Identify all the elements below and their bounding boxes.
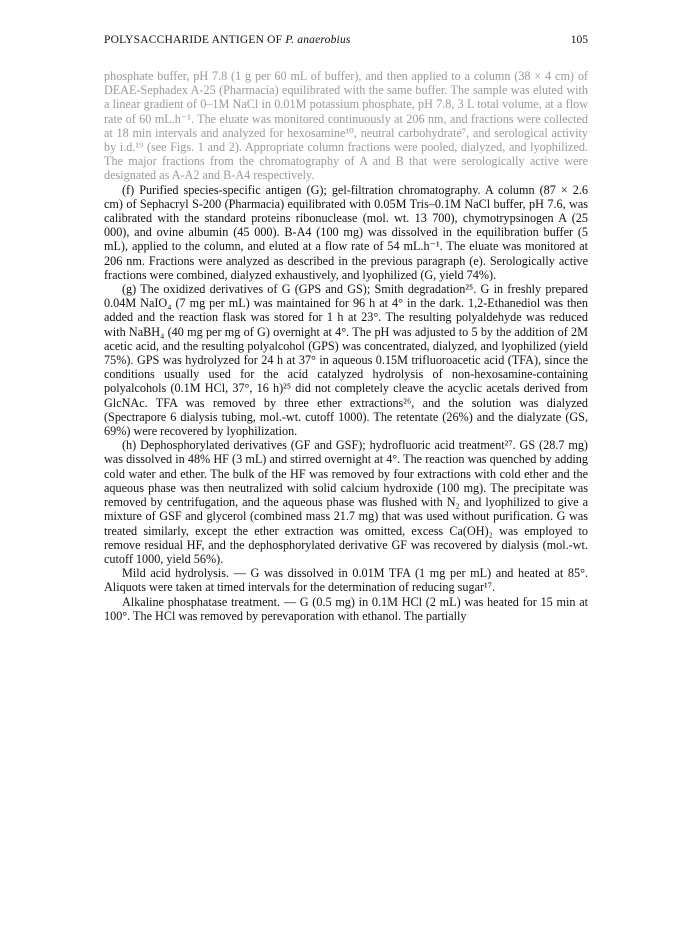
running-head bbox=[104, 33, 351, 47]
paragraph-hydrofluoric-acid: (h) Dephosphorylated derivatives (GF and GSF); hydrofluoric acid treatment²⁷. GS (28.7 mg) was dissolved in 48% HF (3 mL) and stirred overnight at 4°. The reaction was quenched by adding cold water and ether. The bulk of the HF was removed by four extractions with cold ether and the aqueous phase was then neutralized with solid calcium hydroxide (100 mg). The precipitate was removed by centrifugation, and the aqueous phase was flushed with N₂ and lyophilized to give a mixture of GSF and glycerol (combined mass 21.7 mg) that was used without purification. G was treated similarly, except the ether extraction was omitted, excess Ca(OH)₂ was employed to remove residual HF, and the dephosphorylated derivative GF was recovered by dialysis (mol.-wt. cutoff 1000, yield 56%). bbox=[104, 438, 588, 566]
paragraph-alkaline-phosphatase: Alkaline phosphatase treatment. — G (0.5 mg) in 0.1M HCl (2 mL) was heated for 15 min at 100°. The HCl was removed by perevaporation with ethanol. The partially bbox=[104, 594, 588, 623]
paragraph-smith-degradation: (g) The oxidized derivatives of G (GPS and GS); Smith degradation²⁵. G in freshly prepared 0.04M NaIO₄ (7 mg per mL) was maintained for 96 h at 4° in the dark. 1,2-Ethanediol was then added and the reaction flask was stored for 1 h at 23°. The resulting polyaldehyde was reduced with NaBH₄ (40 mg per mg of G) overnight at 4°. The pH was adjusted to 5 by the addition of 2M acetic acid, and the resulting polyalcohol (GPS) was concentrated, dialyzed, and lyophilized (yield 75%). GPS was hydrolyzed for 24 h at 37° in aqueous 0.15M trifluoroacetic acid (TFA), since the conditions usually used for the acid catalyzed hydrolysis of non-hexosamine-containing polyalcohols (0.1M HCl, 37°, 16 h)²⁵ did not completely cleave the acyclic acetals derived from GlcNAc. TFA was removed by three ether extractions²⁶, and the solution was dialyzed (Spectrapore 6 dialysis tubing, mol.-wt. cutoff 1000). The retentate (26%) and the dialyzate (GS, 69%) were recovered by lyophilization. bbox=[104, 282, 588, 439]
body-text bbox=[104, 69, 588, 623]
page-number: 105 bbox=[570, 34, 588, 46]
paragraph-column-chromatography: phosphate buffer, pH 7.8 (1 g per 60 mL of buffer), and then applied to a column (38 × 4 cm) of DEAE-Sephadex A-25 (Pharmacia) equilibrated with the same buffer. The sample was eluted with a linear gradient of 0–1M NaCl in 0.01M potassium phosphate, pH 7.8, 3 L total volume, at a flow rate of 60 mL.h⁻¹. The eluate was monitored continuously at 206 nm, and fractions were collected at 18 min intervals and analyzed for hexosamine¹⁰, neutral carbohydrate⁷, and serological activity by i.d.¹⁹ (see Figs. 1 and 2). Appropriate column fractions were pooled, dialyzed, and lyophilized. The major fractions from the chromatography of A and B that were serologically active were designated as A-A2 and B-A4 respectively. bbox=[104, 69, 588, 183]
paragraph-mild-acid-hydrolysis: Mild acid hydrolysis. — G was dissolved in 0.01M TFA (1 mg per mL) and heated at 85°. Aliquots were taken at timed intervals for the determination of reducing sugar¹⁷. bbox=[104, 566, 588, 595]
running-head-text: POLYSACCHARIDE ANTIGEN OF bbox=[104, 34, 286, 46]
running-head-species: P. anaerobius bbox=[285, 34, 351, 46]
paragraph-gel-filtration: (f) Purified species-specific antigen (G); gel-filtration chromatography. A column (87 × 2.6 cm) of Sephacryl S-200 (Pharmacia) equilibrated with 0.05M Tris–0.1M NaCl buffer, pH 7.6, was calibrated with the standard proteins ribonuclease (mol. wt. 13 700), chymotrypsinogen A (25 000), and ovine albumin (45 000). B-A4 (100 mg) was dissolved in the equilibration buffer (5 mL), applied to the column, and eluted at a flow rate of 54 mL.h⁻¹. The eluate was monitored at 206 nm. Fractions were analyzed as described in the previous paragraph (e). Serologically active fractions were combined, dialyzed exhaustively, and lyophilized (G, yield 74%). bbox=[104, 182, 588, 282]
